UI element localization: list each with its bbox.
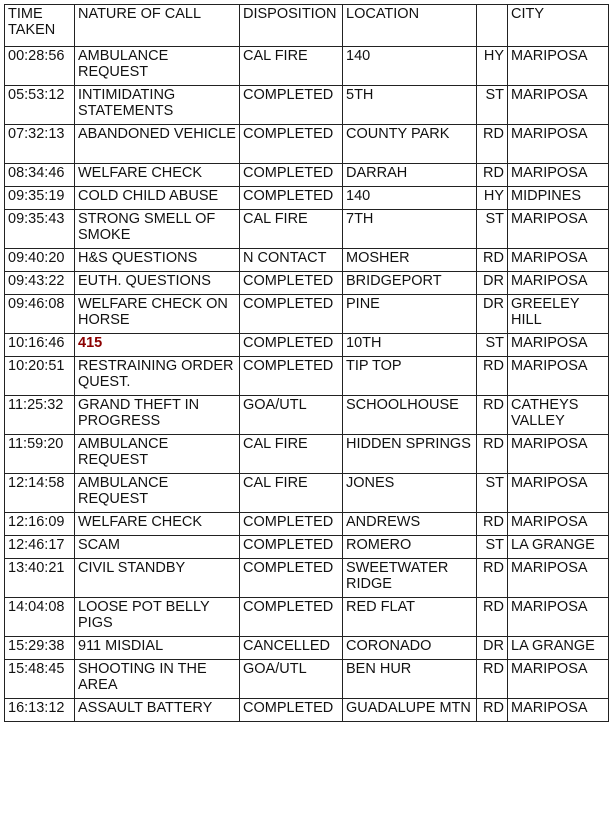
cell-type: RD — [477, 559, 508, 598]
table-row — [5, 334, 609, 357]
cell-location: 140 — [343, 47, 477, 86]
cell-location: BRIDGEPORT — [343, 272, 477, 295]
table-row — [5, 396, 609, 435]
cell-time: 11:25:32 — [5, 396, 75, 435]
cell-type: RD — [477, 164, 508, 187]
table-row — [5, 637, 609, 660]
cell-nature: GRAND THEFT IN PROGRESS — [75, 396, 240, 435]
table-row — [5, 660, 609, 699]
header-type — [477, 5, 508, 47]
cell-location: HIDDEN SPRINGS — [343, 435, 477, 474]
cell-disposition: CAL FIRE — [240, 210, 343, 249]
cell-time: 08:34:46 — [5, 164, 75, 187]
table-row — [5, 295, 609, 334]
cell-time: 09:46:08 — [5, 295, 75, 334]
cell-location: 7TH — [343, 210, 477, 249]
table-row — [5, 47, 609, 86]
cell-city: MARIPOSA — [508, 513, 609, 536]
cell-type: DR — [477, 295, 508, 334]
cell-city: MARIPOSA — [508, 47, 609, 86]
cell-type: ST — [477, 536, 508, 559]
cell-city: MARIPOSA — [508, 272, 609, 295]
cell-disposition: COMPLETED — [240, 598, 343, 637]
cell-disposition: CANCELLED — [240, 637, 343, 660]
cell-nature: 911 MISDIAL — [75, 637, 240, 660]
cell-city: MARIPOSA — [508, 210, 609, 249]
table-row — [5, 164, 609, 187]
cell-nature: AMBULANCE REQUEST — [75, 435, 240, 474]
cell-disposition: COMPLETED — [240, 86, 343, 125]
cell-disposition: COMPLETED — [240, 125, 343, 164]
table-row — [5, 357, 609, 396]
cell-disposition: N CONTACT — [240, 249, 343, 272]
cell-disposition: COMPLETED — [240, 699, 343, 722]
cell-time: 00:28:56 — [5, 47, 75, 86]
cell-time: 07:32:13 — [5, 125, 75, 164]
cell-disposition: COMPLETED — [240, 272, 343, 295]
cell-nature: EUTH. QUESTIONS — [75, 272, 240, 295]
cell-nature: WELFARE CHECK — [75, 513, 240, 536]
table-row — [5, 598, 609, 637]
cell-location: TIP TOP — [343, 357, 477, 396]
cell-disposition: CAL FIRE — [240, 435, 343, 474]
cell-time: 12:14:58 — [5, 474, 75, 513]
cell-type: RD — [477, 513, 508, 536]
cell-type: RD — [477, 699, 508, 722]
cell-type: ST — [477, 210, 508, 249]
header-row — [5, 5, 609, 47]
cell-city: MARIPOSA — [508, 598, 609, 637]
header-location: LOCATION — [343, 5, 477, 47]
cell-nature: SCAM — [75, 536, 240, 559]
cell-type: HY — [477, 187, 508, 210]
cell-nature: WELFARE CHECK ON HORSE — [75, 295, 240, 334]
cell-nature: H&S QUESTIONS — [75, 249, 240, 272]
table-row — [5, 86, 609, 125]
table-row — [5, 249, 609, 272]
cell-time: 16:13:12 — [5, 699, 75, 722]
cell-city: LA GRANGE — [508, 637, 609, 660]
cell-location: COUNTY PARK — [343, 125, 477, 164]
cell-location: GUADALUPE MTN — [343, 699, 477, 722]
cell-nature: CIVIL STANDBY — [75, 559, 240, 598]
cell-city: LA GRANGE — [508, 536, 609, 559]
cell-disposition: COMPLETED — [240, 357, 343, 396]
cell-time: 09:35:43 — [5, 210, 75, 249]
cell-nature: RESTRAINING ORDER QUEST. — [75, 357, 240, 396]
cell-type: RD — [477, 125, 508, 164]
cell-nature: ABANDONED VEHICLE — [75, 125, 240, 164]
cell-city: MARIPOSA — [508, 699, 609, 722]
cell-disposition: COMPLETED — [240, 559, 343, 598]
cell-nature: LOOSE POT BELLY PIGS — [75, 598, 240, 637]
table-row — [5, 559, 609, 598]
table-row — [5, 210, 609, 249]
cell-location: ANDREWS — [343, 513, 477, 536]
cell-city: CATHEYS VALLEY — [508, 396, 609, 435]
cell-disposition: GOA/UTL — [240, 396, 343, 435]
cell-type: RD — [477, 660, 508, 699]
header-city: CITY — [508, 5, 609, 47]
cell-disposition: CAL FIRE — [240, 474, 343, 513]
cell-time: 10:16:46 — [5, 334, 75, 357]
cell-type: RD — [477, 357, 508, 396]
cell-nature: AMBULANCE REQUEST — [75, 474, 240, 513]
cell-location: 140 — [343, 187, 477, 210]
cell-location: MOSHER — [343, 249, 477, 272]
cell-time: 09:35:19 — [5, 187, 75, 210]
cell-disposition: COMPLETED — [240, 295, 343, 334]
cell-nature: WELFARE CHECK — [75, 164, 240, 187]
cell-disposition: COMPLETED — [240, 164, 343, 187]
cell-nature-highlight: 415 — [78, 335, 103, 351]
cell-nature: SHOOTING IN THE AREA — [75, 660, 240, 699]
cell-nature: COLD CHILD ABUSE — [75, 187, 240, 210]
cell-location: PINE — [343, 295, 477, 334]
header-time-label: TIME TAKEN — [8, 6, 56, 38]
cell-type: RD — [477, 435, 508, 474]
cell-time: 12:46:17 — [5, 536, 75, 559]
cell-type: DR — [477, 637, 508, 660]
call-log-table — [4, 4, 609, 722]
cell-city: MARIPOSA — [508, 474, 609, 513]
cell-time: 11:59:20 — [5, 435, 75, 474]
table-row — [5, 699, 609, 722]
cell-location: CORONADO — [343, 637, 477, 660]
cell-time: 15:48:45 — [5, 660, 75, 699]
cell-location: DARRAH — [343, 164, 477, 187]
cell-type: ST — [477, 474, 508, 513]
cell-location: SWEETWATER RIDGE — [343, 559, 477, 598]
cell-nature — [75, 334, 240, 357]
cell-location: SCHOOLHOUSE — [343, 396, 477, 435]
cell-city: MARIPOSA — [508, 334, 609, 357]
table-row — [5, 513, 609, 536]
cell-city: MARIPOSA — [508, 164, 609, 187]
cell-disposition: CAL FIRE — [240, 47, 343, 86]
cell-location: BEN HUR — [343, 660, 477, 699]
header-time — [5, 5, 75, 47]
cell-type: DR — [477, 272, 508, 295]
cell-disposition: GOA/UTL — [240, 660, 343, 699]
cell-city: MARIPOSA — [508, 435, 609, 474]
cell-city: MARIPOSA — [508, 357, 609, 396]
cell-city: MARIPOSA — [508, 559, 609, 598]
cell-location: RED FLAT — [343, 598, 477, 637]
table-row — [5, 435, 609, 474]
cell-city: MIDPINES — [508, 187, 609, 210]
table-row — [5, 474, 609, 513]
cell-city: MARIPOSA — [508, 86, 609, 125]
cell-nature: AMBULANCE REQUEST — [75, 47, 240, 86]
table-row — [5, 536, 609, 559]
table-row — [5, 187, 609, 210]
cell-time: 09:40:20 — [5, 249, 75, 272]
table-row — [5, 272, 609, 295]
cell-disposition: COMPLETED — [240, 334, 343, 357]
cell-city: MARIPOSA — [508, 125, 609, 164]
header-disposition: DISPOSITION — [240, 5, 343, 47]
cell-city: MARIPOSA — [508, 249, 609, 272]
cell-time: 10:20:51 — [5, 357, 75, 396]
cell-disposition: COMPLETED — [240, 513, 343, 536]
cell-time: 13:40:21 — [5, 559, 75, 598]
cell-time: 14:04:08 — [5, 598, 75, 637]
cell-type: HY — [477, 47, 508, 86]
cell-type: ST — [477, 86, 508, 125]
cell-location: ROMERO — [343, 536, 477, 559]
cell-time: 12:16:09 — [5, 513, 75, 536]
cell-type: ST — [477, 334, 508, 357]
cell-city: MARIPOSA — [508, 660, 609, 699]
cell-time: 05:53:12 — [5, 86, 75, 125]
cell-type: RD — [477, 396, 508, 435]
cell-nature: ASSAULT BATTERY — [75, 699, 240, 722]
cell-disposition: COMPLETED — [240, 187, 343, 210]
cell-location: JONES — [343, 474, 477, 513]
cell-nature: INTIMIDATING STATEMENTS — [75, 86, 240, 125]
cell-disposition: COMPLETED — [240, 536, 343, 559]
cell-nature: STRONG SMELL OF SMOKE — [75, 210, 240, 249]
cell-time: 09:43:22 — [5, 272, 75, 295]
cell-location: 10TH — [343, 334, 477, 357]
cell-time: 15:29:38 — [5, 637, 75, 660]
table-row — [5, 125, 609, 164]
header-nature: NATURE OF CALL — [75, 5, 240, 47]
cell-location: 5TH — [343, 86, 477, 125]
cell-city: GREELEY HILL — [508, 295, 609, 334]
cell-type: RD — [477, 249, 508, 272]
cell-type: RD — [477, 598, 508, 637]
